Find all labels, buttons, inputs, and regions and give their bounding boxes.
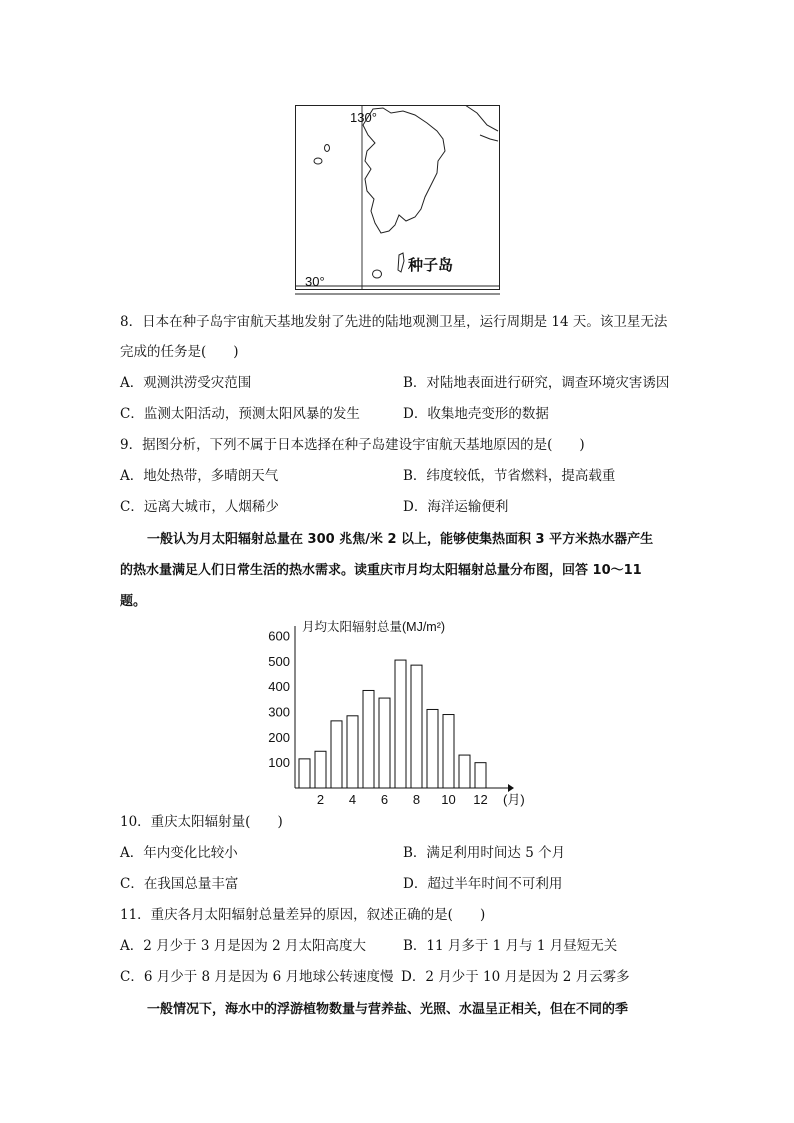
solar-radiation-chart [262,612,534,807]
q10-option-a: A．年内变化比较小 [120,845,238,861]
q10-option-c: C．在我国总量丰富 [120,876,239,892]
x-tick-label: 6 [380,792,389,807]
bar-month-9 [427,709,438,788]
q11-option-d: D．2 月少于 10 月是因为 2 月云雾多 [401,969,630,985]
x-tick-label: 2 [316,792,325,807]
q8-stem-line1: 8．日本在种子岛宇宙航天基地发射了先进的陆地观测卫星，运行周期是 14 天。该卫星无法 [120,314,668,330]
island-label: 种子岛 [408,257,454,274]
y-tick-label: 200 [268,729,290,745]
yakushima-island [373,270,382,278]
bar-month-7 [395,660,406,788]
q10-stem: 10．重庆太阳辐射量( ) [120,814,283,830]
x-tick-label: 4 [348,792,357,807]
q11-option-b: B．11 月多于 1 月与 1 月昼短无关 [403,938,618,954]
q8-option-c: C．监测太阳活动，预测太阳风暴的发生 [120,406,360,422]
bar-month-2 [315,751,326,788]
q9-option-a: A．地处热带，多晴朗天气 [120,468,279,484]
intro1-line3: 题。 [120,594,147,609]
q8-stem-line2: 完成的任务是( ) [120,344,239,360]
q9-option-c: C．远离大城市，人烟稀少 [120,499,279,515]
tanegashima-map [295,105,500,295]
bar-month-1 [299,759,310,788]
x-axis-arrow [508,784,514,792]
longitude-label: 130° [350,110,377,125]
q9-stem: 9．据图分析，下列不属于日本选择在种子岛建设宇宙航天基地原因的是( ) [120,437,585,453]
q11-option-c: C．6 月少于 8 月是因为 6 月地球公转速度慢 [120,969,394,985]
q8-option-b: B．对陆地表面进行研究，调查环境灾害诱因 [403,375,670,391]
y-tick-label: 100 [268,755,290,771]
bars-group [299,660,486,788]
y-tick-label: 400 [268,679,290,695]
latitude-label: 30° [305,274,325,289]
intro2-line1: 一般情况下，海水中的浮游植物数量与营养盐、光照、水温呈正相关，但在不同的季 [147,1002,629,1017]
x-tick-label: 8 [412,792,421,807]
chart-title: 月均太阳辐射总量(MJ/m²) [302,620,446,634]
y-tick-label: 300 [268,704,290,720]
bar-month-10 [443,715,454,788]
intro1-line1: 一般认为月太阳辐射总量在 300 兆焦/米 2 以上，能够使集热面积 3 平方米热水器产生 [147,532,654,547]
shikoku-coast [480,135,498,141]
y-tick-label: 600 [268,628,290,644]
bar-month-3 [331,721,342,788]
q8-option-a: A．观测洪涝受灾范围 [120,375,252,391]
bar-month-6 [379,698,390,788]
x-tick-label: 12 [473,792,488,807]
bar-month-5 [363,690,374,788]
q9-option-d: D．海洋运输便利 [403,499,509,515]
bar-month-11 [459,755,470,788]
goto-island-1 [314,158,322,164]
bar-month-8 [411,665,422,788]
intro1-line2: 的热水量满足人们日常生活的热水需求。读重庆市月均太阳辐射总量分布图，回答 10～11 [120,563,642,578]
bar-month-12 [475,763,486,788]
goto-island-2 [325,145,330,152]
honshu-coast [465,105,498,131]
x-tick-label: 10 [441,792,456,807]
q10-option-d: D．超过半年时间不可利用 [403,876,563,892]
y-tick-label: 500 [268,653,290,669]
tanegashima-island [398,253,404,272]
q11-option-a: A．2 月少于 3 月是因为 2 月太阳高度大 [120,938,366,954]
x-axis-label: (月) [503,792,525,807]
x-axis-ticks [317,792,488,807]
q8-option-d: D．收集地壳变形的数据 [403,406,549,422]
q10-option-b: B．满足利用时间达 5 个月 [403,845,566,861]
bar-month-4 [347,716,358,788]
q11-stem: 11．重庆各月太阳辐射总量差异的原因，叙述正确的是( ) [120,907,486,923]
y-axis-ticks [268,629,290,771]
q9-option-b: B．纬度较低，节省燃料，提高载重 [403,468,616,484]
kyushu-island [363,108,445,233]
